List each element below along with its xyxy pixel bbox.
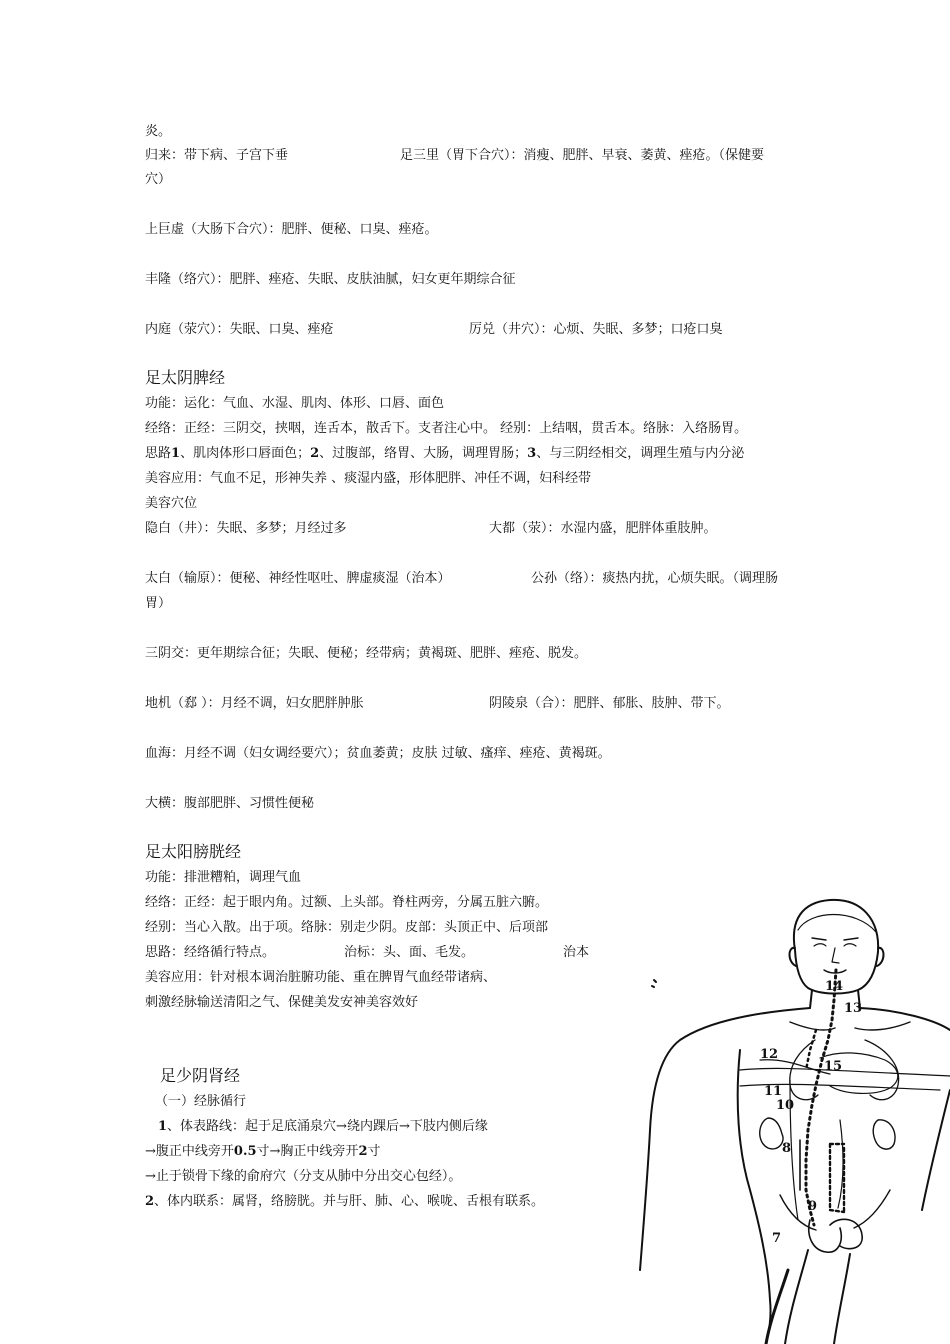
text-line: →止于锁骨下缘的俞府穴（分支从肺中分出交心包经）。 [145,1169,462,1184]
section-heading-bladder: 足太阳膀胱经 [145,842,242,861]
text-line: 思路：经络循行特点。 [145,945,276,960]
text-line: 经别：当心入散。出于项。络脉：别走少阴。皮部：头顶正中、后项部 [145,920,549,935]
text-line [145,1194,544,1210]
point-label: 15 [824,1059,843,1074]
point-label: 12 [760,1047,779,1062]
point-label: 10 [776,1098,795,1113]
text-span: 、与三阴经相交，调理生殖与内分泌 [536,446,745,461]
text-line: 炎。 [145,124,172,139]
text-line: 经络：正经：起于眼内角。过额、上头部。脊柱两旁，分属五脏六腑。 [145,895,549,910]
text-span: 1 [171,446,181,461]
kidney-meridian-figure [640,890,950,1344]
text-span: 、体表路线：起于足底涌泉穴→绕内踝后→下肢内侧后缘 [167,1119,488,1134]
section-heading-kidney: 足少阴肾经 [160,1066,241,1085]
text-line: 太白（输原）：便秘、神经性呕吐、脾虚痰湿（治本） [145,571,451,586]
text-span: 2 [358,1144,368,1159]
text-line: 厉兑（井穴）：心烦、失眠、多梦；口疮口臭 [469,322,723,337]
point-label: 7 [772,1231,782,1246]
text-span: 、体内联系：属肾，络膀胱。并与肝、肺、心、喉咙、舌根有联系。 [154,1194,545,1209]
text-line: 公孙（络）：痰热内扰，心烦失眠。（调理肠 [531,571,779,586]
point-label: 14 [825,979,844,994]
text-line: 丰隆（络穴）：肥胖、痤疮、失眠、皮肤油腻，妇女更年期综合征 [145,272,516,287]
text-line: 穴） [145,172,172,187]
text-line: 刺激经脉输送清阳之气、保健美发安神美容效好 [145,995,419,1010]
text-line: 上巨虚（大肠下合穴）：肥胖、便秘、口臭、痤疮。 [145,222,438,237]
text-span: 2 [145,1194,155,1209]
text-line: 足三里（胃下合穴）：消瘦、肥胖、早衰、萎黄、痤疮。（保健要 [400,148,765,163]
text-line: 经络：正经：三阴交，挟咽，连舌本，散舌下。支者注心中。 经别：上结咽，贯舌本。络脉：入络肠胃。 [145,421,748,436]
text-line: 大都（荥）：水湿内盛，肥胖体重肢肿。 [489,521,717,536]
text-span: 寸→胸正中线旁开 [256,1144,359,1159]
text-span: 寸 [367,1144,381,1159]
text-span: →腹正中线旁开 [145,1144,234,1159]
text-line [145,446,744,462]
text-line: （一）经脉循行 [155,1094,247,1109]
point-label: 8 [782,1141,792,1156]
text-line: 大横：腹部肥胖、习惯性便秘 [145,796,315,811]
text-line: 美容应用：气血不足，形神失养 、痰湿内盛，形体肥胖、冲任不调，妇科经带 [145,471,592,486]
point-label: 13 [844,1001,863,1016]
text-span: 思路 [145,446,172,461]
text-span: 2 [310,446,320,461]
text-line: 治标：头、面、毛发。 [344,945,475,960]
text-span: 1 [158,1119,168,1134]
text-line: 美容穴位 [145,496,198,511]
text-line: 内庭（荥穴）：失眠、口臭、痤疮 [145,322,334,337]
text-line: 阴陵泉（合）：肥胖、郁胀、肢肿、带下。 [489,696,730,711]
text-line [158,1119,488,1135]
section-heading-spleen: 足太阴脾经 [145,368,226,387]
text-line: 美容应用：针对根本调治脏腑功能、重在脾胃气血经带诸病、 [145,970,497,985]
text-line: 血海：月经不调（妇女调经要穴）；贫血萎黄；皮肤 过敏、瘙痒、痤疮、黄褐斑。 [145,746,611,761]
text-span: 、过腹部，络胃、大肠，调理胃肠； [319,446,528,461]
text-line: 地机（郄 ）：月经不调，妇女肥胖肿胀 [145,696,364,711]
text-line [145,1144,381,1160]
text-span: 、肌肉体形口唇面色； [180,446,311,461]
text-line: 归来：带下病、子宫下垂 [145,148,289,163]
text-line: 治本 [563,945,590,960]
text-line: 三阴交：更年期综合征；失眠、便秘；经带病；黄褐斑、肥胖、痤疮、脱发。 [145,646,588,661]
point-label: 11 [764,1084,783,1099]
text-span: 0.5 [233,1144,257,1159]
point-label: 9 [808,1199,818,1214]
text-line: 胃） [145,596,172,611]
text-line: 隐白（井）：失眠、多梦；月经过多 [145,521,347,536]
text-line: 功能：排泄糟粕，调理气血 [145,870,302,885]
text-span: 3 [527,446,537,461]
body-outline-illustration [640,890,950,1344]
text-line: 功能：运化：气血、水湿、肌肉、体形、口唇、面色 [145,396,445,411]
